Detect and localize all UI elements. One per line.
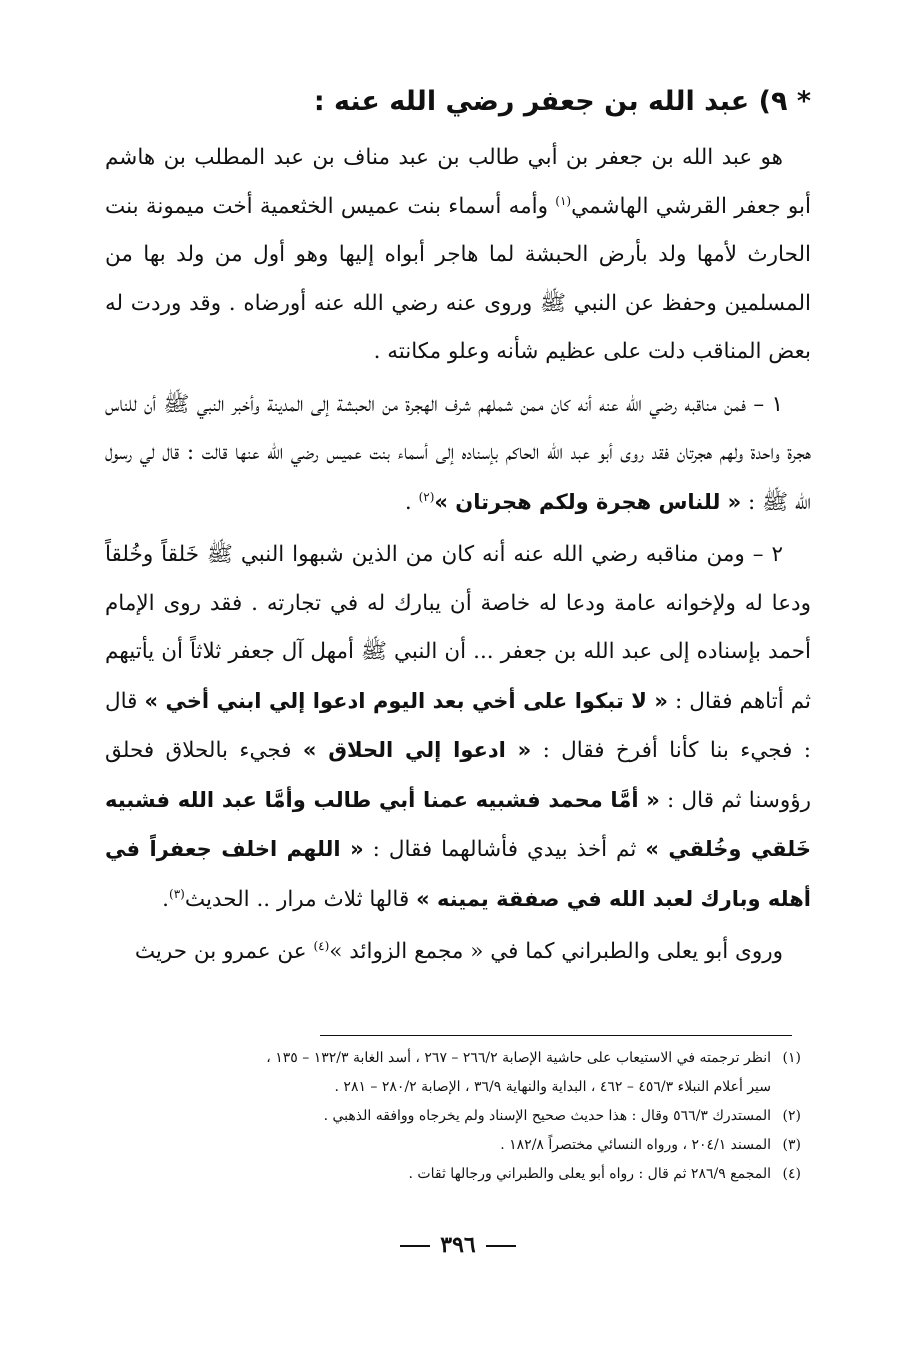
footnote-ref-1: (١) xyxy=(555,193,572,208)
virtue-2-quote-4: « اللهم اخلف جعفراً في أهله وبارك لعبد الله في صفقة يمينه » xyxy=(105,837,811,911)
virtue-2-quote-3: « أمَّا محمد فشبيه عمنا أبي طالب وأمَّا عبد الله فشبيه خَلقي وخُلقي » xyxy=(105,787,812,861)
virtue-2-text-5: قالها ثلاث مرار .. الحديث xyxy=(184,886,417,912)
intro-text-2: وأمه أسماء بنت عميس الخثعمية أخت ميمونة بنت الحارث لأمها ولد بأرض الحبشة لما هاجر أبواه إليها وهو أول من ولد بها من المسلمين وحفظ عن النبي ﷺ وروى عنه رضي الله عنه أورضاه . وقد وردت له بعض المناقب دلت على عظيم شأنه وعلو مكانته . xyxy=(105,193,811,364)
footnote-number: (٤) xyxy=(782,1166,801,1182)
virtue-2-quote-1: « لا تبكوا على أخي بعد اليوم ادعوا إلي ابني أخي » xyxy=(144,688,668,713)
intro-paragraph xyxy=(105,134,811,377)
virtue-2-text-3: فجيء بالحلاق فحلق رؤوسنا ثم قال : xyxy=(105,738,811,813)
footnote-ref-3: (٣) xyxy=(169,886,185,901)
footnote-text: انظر ترجمته في الاستيعاب على حاشية الإصابة ٢٦٦/٢ – ٢٦٧ ، أسد الغابة ١٣٢/٣ – ١٣٥ ، xyxy=(266,1050,771,1066)
virtue-3-text-2: عن عمرو بن حريث xyxy=(134,939,314,964)
footnote-text: سير أعلام النبلاء ٤٥٦/٣ – ٤٦٢ ، البداية والنهاية ٣٦/٩ ، الإصابة ٢٨٠/٢ – ٢٨١ . xyxy=(334,1079,771,1095)
page-body xyxy=(105,80,811,981)
virtue-1-end: . xyxy=(404,489,419,515)
footnote-text: المجمع ٢٨٦/٩ ثم قال : رواه أبو يعلى والطبراني ورجالها ثقات . xyxy=(408,1166,771,1182)
page-number-value: ٣٩٦ xyxy=(440,1232,476,1258)
footnote-number: (٢) xyxy=(782,1108,801,1124)
footnote-number: (١) xyxy=(782,1050,801,1066)
footnote-ref-2: (٢) xyxy=(418,489,435,504)
footnote-text: المسند ٢٠٤/١ ، ورواه النسائي مختصراً ١٨٢/٨ . xyxy=(500,1137,771,1153)
virtue-2-quote-2: « ادعوا إلي الحلاق » xyxy=(302,738,532,762)
footnote-divider xyxy=(320,1035,792,1036)
virtue-3-text-1: وروى أبو يعلى والطبراني كما في « مجمع الزوائد » xyxy=(329,939,783,964)
virtue-1-text: ١ – فمن مناقبه رضي الله عنه أنه كان ممن شملهم شرف الهجرة من الحبشة إلى المدينة وأخبر النبي ﷺ أن للناس هجرة واحدة ولهم هجرتان فقد روى أبو عبد الله الحاكم بإسناده إلى أسماء بنت عميس رضي الله عنها قالت : قال لي رسول الله ﷺ : xyxy=(105,391,811,515)
virtue-2-text-2: قال : فجيء بنا كأنا أفرخ فقال : xyxy=(105,688,811,763)
footnote-2 xyxy=(101,1102,801,1131)
virtue-paragraph-1 xyxy=(105,381,811,528)
footnote-number: (٣) xyxy=(782,1137,801,1153)
page-number-dash xyxy=(400,1245,430,1247)
virtue-2-text-1: ٢ – ومن مناقبه رضي الله عنه أنه كان من الذين شبهوا النبي ﷺ خَلقاً وخُلقاً ودعا له ولإخوانه عامة ودعا له خاصة أن يبارك له في تجارته . فقد روى الإمام أحمد بإسناده إلى عبد الله بن جعفر ... أن النبي ﷺ أمهل آل جعفر ثلاثاً أن يأتيهم ثم أتاهم فقال : xyxy=(105,542,811,714)
virtue-1-quote: « للناس هجرة ولكم هجرتان » xyxy=(434,489,742,514)
footnote-text: المستدرك ٥٦٦/٣ وقال : هذا حديث صحيح الإسناد ولم يخرجاه ووافقه الذهبي . xyxy=(323,1108,771,1124)
intro-text-1: هو عبد الله بن جعفر بن أبي طالب بن عبد مناف بن عبد المطلب بن هاشم أبو جعفر القرشي الهاشمي xyxy=(105,145,812,219)
footnote-3 xyxy=(101,1131,801,1160)
footnotes xyxy=(101,1044,801,1189)
virtue-paragraph-2 xyxy=(105,531,811,924)
section-heading: * ٩) عبد الله بن جعفر رضي الله عنه : xyxy=(313,86,811,117)
virtue-2-end: . xyxy=(162,886,169,912)
footnote-1-continuation xyxy=(101,1073,801,1102)
virtue-2-text-4: ثم أخذ بيدي فأشالهما فقال : xyxy=(363,837,646,862)
footnote-1 xyxy=(101,1044,801,1073)
virtue-paragraph-3 xyxy=(105,928,811,977)
page-number-dash xyxy=(486,1245,516,1247)
footnote-ref-4: (٤) xyxy=(313,938,330,953)
page-number xyxy=(0,1232,916,1258)
footnote-4 xyxy=(101,1160,801,1189)
